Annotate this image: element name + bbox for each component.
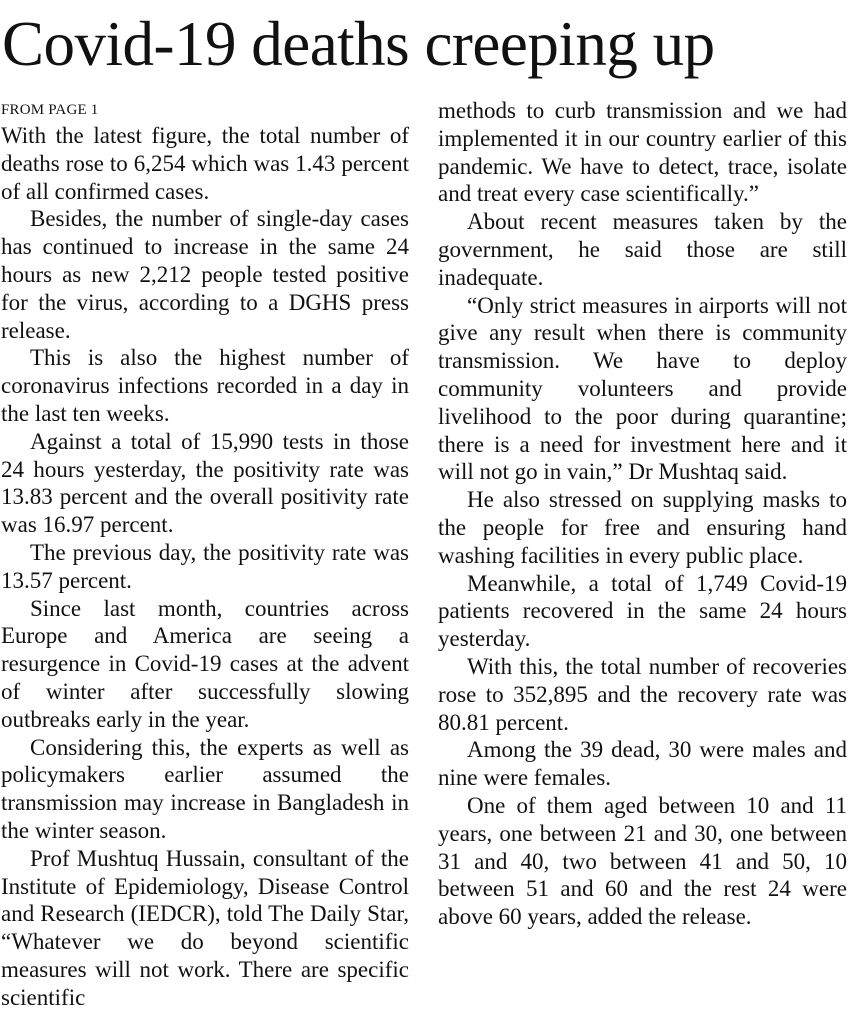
paragraph: The previous day, the positivity rate was 13.57 percent. xyxy=(1,539,409,593)
paragraph: With the latest figure, the total number of deaths rose to 6,254 which was 1.43 percent of all confirmed cases. xyxy=(1,123,409,204)
paragraph: Meanwhile, a total of 1,749 Covid-19 patients recovered in the same 24 hours yesterday. xyxy=(438,570,847,652)
paragraph: He also stressed on supplying masks to the people for free and ensuring hand washing facilities in every public place. xyxy=(438,487,847,568)
continuation-label: FROM PAGE 1 xyxy=(1,102,99,118)
paragraph: About recent measures taken by the government, he said those are still inadequate. xyxy=(438,209,847,290)
paragraph: Considering this, the experts as well as policymakers earlier assumed the transmission may increase in Bangladesh in the winter season. xyxy=(1,734,409,843)
paragraph: Prof Mushtuq Hussain, consultant of the Institute of Epidemiology, Disease Control and Research (IEDCR), told The Daily Star, “Whatever we do beyond scientific measures will not work. There are specific scientific xyxy=(1,845,409,1010)
paragraph: This is also the highest number of coronavirus infections recorded in a day in the last ten weeks. xyxy=(1,345,409,426)
paragraph: methods to curb transmission and we had implemented it in our country earlier of this pandemic. We have to detect, trace, isolate and treat every case scientifically.” xyxy=(438,98,847,207)
paragraph: “Only strict measures in airports will not give any result when there is community transmission. We have to deploy community volunteers and provide livelihood to the poor during quarantine; there is a need for investment here and it will not go in vain,” Dr Mushtaq said. xyxy=(438,292,847,485)
paragraph: Among the 39 dead, 30 were males and nine were females. xyxy=(438,737,847,791)
paragraph: Against a total of 15,990 tests in those 24 hours yesterday, the positivity rate was 13.83 percent and the overall positivity rate was 16.97 percent. xyxy=(1,428,409,538)
article-column-right xyxy=(438,97,847,931)
paragraph: One of them aged between 10 and 11 years, one between 21 and 30, one between 31 and 40, two between 41 and 50, 10 between 51 and 60 and the rest 24 were above 60 years, added the release. xyxy=(438,792,847,930)
paragraph: Besides, the number of single-day cases has continued to increase in the same 24 hours as new 2,212 people tested positive for the virus, according to a DGHS press release. xyxy=(1,206,409,343)
article-column-left xyxy=(1,98,409,1012)
headline: Covid-19 deaths creeping up xyxy=(2,9,715,79)
paragraph: With this, the total number of recoveries rose to 352,895 and the recovery rate was 80.81 percent. xyxy=(438,653,847,735)
paragraph: Since last month, countries across Europe and America are seeing a resurgence in Covid-19 cases at the advent of winter after successfully slowing outbreaks early in the year. xyxy=(1,595,409,732)
